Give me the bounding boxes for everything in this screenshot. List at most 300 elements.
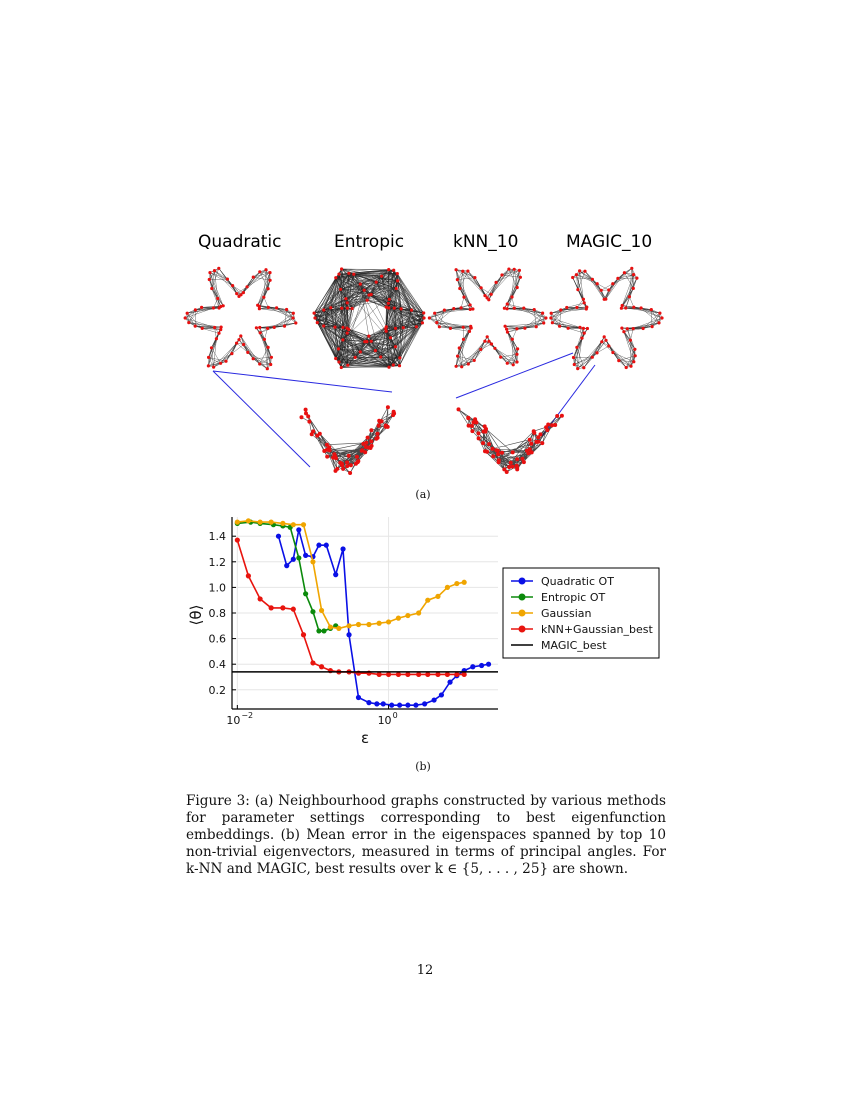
graph-node xyxy=(208,271,211,274)
graph-node xyxy=(263,338,266,341)
data-point-gaussian xyxy=(454,581,459,586)
graph-node xyxy=(473,359,476,362)
data-point-gaussian xyxy=(435,594,440,599)
graph-node xyxy=(443,309,446,312)
data-point-entropic-ot xyxy=(316,628,321,633)
graph-knn xyxy=(428,268,548,369)
graph-node xyxy=(504,325,507,328)
graph-node xyxy=(213,269,216,272)
graph-node xyxy=(607,288,610,291)
data-point-quadratic-ot xyxy=(422,701,427,706)
graph-node xyxy=(495,281,498,284)
graph-node xyxy=(630,267,633,270)
graph-node xyxy=(210,346,213,349)
zoom-inset-left xyxy=(300,405,397,475)
inset-node xyxy=(545,428,549,432)
data-point-gaussian xyxy=(258,520,263,525)
graph-node xyxy=(212,306,215,309)
graph-node xyxy=(235,342,238,345)
data-point-knn-gaussian-best xyxy=(280,605,285,610)
inset-node xyxy=(560,414,564,418)
data-point-gaussian xyxy=(396,616,401,621)
data-point-knn-gaussian-best xyxy=(301,632,306,637)
graph-node xyxy=(620,307,623,310)
graph-node xyxy=(344,297,347,300)
graph-node xyxy=(621,304,624,307)
graph-node xyxy=(507,268,510,271)
graph-node xyxy=(394,345,397,348)
inset-node xyxy=(361,442,365,446)
legend-label: Quadratic OT xyxy=(541,575,614,588)
inset-node xyxy=(500,451,504,455)
inset-node xyxy=(511,465,515,469)
subfigure-label-a: (a) xyxy=(415,488,431,501)
graph-node xyxy=(604,339,607,342)
graph-node xyxy=(421,321,424,324)
graph-node xyxy=(220,326,223,329)
graph-node xyxy=(620,327,623,330)
data-point-gaussian xyxy=(356,622,361,627)
graph-node xyxy=(522,307,525,310)
series-quadratic-ot xyxy=(276,527,491,708)
inset-node xyxy=(325,455,329,459)
graph-node xyxy=(184,316,187,319)
graph-node xyxy=(208,278,211,281)
graph-node xyxy=(458,287,461,290)
graph-node xyxy=(583,332,586,335)
graph-node xyxy=(460,306,463,309)
legend-label: kNN+Gaussian_best xyxy=(541,623,653,636)
series-gaussian xyxy=(235,518,467,631)
graph-node xyxy=(346,301,349,304)
inset-node xyxy=(540,441,544,445)
graph-node xyxy=(582,366,585,369)
graph-node xyxy=(216,297,219,300)
graph-node xyxy=(322,308,325,311)
inset-node xyxy=(528,438,532,442)
graph-node xyxy=(385,330,388,333)
graph-node xyxy=(259,331,262,334)
data-point-quadratic-ot xyxy=(291,557,296,562)
inset-node xyxy=(360,449,364,453)
graph-node xyxy=(603,335,606,338)
data-point-quadratic-ot xyxy=(447,680,452,685)
data-point-gaussian xyxy=(462,580,467,585)
zoom-connector-left-1 xyxy=(213,371,310,467)
graph-node xyxy=(578,269,581,272)
graph-node xyxy=(258,326,261,329)
graph-node xyxy=(219,362,222,365)
graph-node xyxy=(600,340,603,343)
y-tick-label: 0.6 xyxy=(208,632,226,646)
graph-node xyxy=(400,307,403,310)
graph-node xyxy=(392,269,395,272)
data-point-gaussian xyxy=(328,624,333,629)
graph-node xyxy=(512,363,515,366)
data-point-knn-gaussian-best xyxy=(310,660,315,665)
graph-node xyxy=(294,321,297,324)
y-tick-label: 1.0 xyxy=(208,581,226,595)
graph-node xyxy=(351,307,354,310)
graph-node xyxy=(252,357,255,360)
data-point-quadratic-ot xyxy=(316,543,321,548)
graph-node xyxy=(366,299,369,302)
inset-node xyxy=(546,423,550,427)
data-point-quadratic-ot xyxy=(389,703,394,708)
inset-node xyxy=(515,466,519,470)
data-point-quadratic-ot xyxy=(470,664,475,669)
data-point-gaussian xyxy=(386,619,391,624)
graph-node xyxy=(487,340,490,343)
graph-node xyxy=(490,342,493,345)
graph-node xyxy=(632,287,635,290)
inset-node xyxy=(311,429,315,433)
graph-node xyxy=(258,362,261,365)
graph-node xyxy=(617,359,620,362)
inset-node xyxy=(356,459,360,463)
graph-node xyxy=(506,331,509,334)
graph-node xyxy=(268,271,271,274)
graph-node xyxy=(387,306,390,309)
graph-node xyxy=(510,295,513,298)
inset-node xyxy=(392,412,396,416)
inset-node xyxy=(377,424,381,428)
graph-node xyxy=(625,366,628,369)
inset-node xyxy=(477,436,481,440)
inset-node xyxy=(497,458,501,462)
data-point-quadratic-ot xyxy=(431,697,436,702)
graph-node xyxy=(586,327,589,330)
graph-node xyxy=(632,306,635,309)
graph-node xyxy=(462,326,465,329)
data-point-gaussian xyxy=(319,608,324,613)
graph-node xyxy=(393,307,396,310)
inset-node xyxy=(481,441,485,445)
inset-node xyxy=(369,439,373,443)
figure-caption: Figure 3: (a) Neighbourhood graphs constructed by various methods for parameter settings corresponding to best eigenfunction embeddings. (b) Mean error in the eigenspaces spanned by top 10 non-trivial eigenvectors, measured in terms of principal angles. For k-NN and MAGIC, best results over k ∈ {5, . . . , 25} are shown. xyxy=(186,793,666,877)
graph-node xyxy=(632,273,635,276)
data-point-quadratic-ot xyxy=(303,553,308,558)
graph-quadratic xyxy=(184,267,298,371)
graph-node xyxy=(503,307,506,310)
series-line-gaussian xyxy=(237,521,464,629)
inset-node xyxy=(487,442,491,446)
graph-node xyxy=(415,325,418,328)
graph-node xyxy=(582,298,585,301)
graph-node xyxy=(387,366,390,369)
graph-node xyxy=(479,348,482,351)
graph-node xyxy=(632,327,635,330)
graph-node xyxy=(363,289,366,292)
graph-node xyxy=(402,326,405,329)
axes xyxy=(209,517,499,727)
graph-node xyxy=(580,337,583,340)
graph-node xyxy=(316,321,319,324)
inset-node xyxy=(325,448,329,452)
data-point-entropic-ot xyxy=(303,591,308,596)
graph-node xyxy=(379,355,382,358)
graph-node xyxy=(346,307,349,310)
graph-node xyxy=(322,324,325,327)
graph-edges xyxy=(429,269,546,367)
graph-node xyxy=(513,268,516,271)
inset-node xyxy=(345,464,349,468)
graph-node xyxy=(629,339,632,342)
data-point-gaussian xyxy=(336,626,341,631)
graph-node xyxy=(291,316,294,319)
graph-node xyxy=(467,362,470,365)
graph-node xyxy=(359,283,362,286)
graph-edges xyxy=(314,269,424,368)
graph-node xyxy=(506,362,509,365)
graph-node xyxy=(341,338,344,341)
graph-node xyxy=(375,281,378,284)
legend-label: Gaussian xyxy=(541,607,592,620)
graph-node xyxy=(346,332,349,335)
graph-node xyxy=(575,306,578,309)
y-tick-label: 0.8 xyxy=(208,607,226,620)
graph-node xyxy=(341,326,344,329)
inset-node xyxy=(341,467,345,471)
graph-node xyxy=(337,360,340,363)
graph-node xyxy=(460,365,463,368)
graph-node xyxy=(242,291,245,294)
graph-node xyxy=(388,298,391,301)
data-point-gaussian xyxy=(416,610,421,615)
y-axis-label: ⟨θ⟩ xyxy=(187,604,205,626)
graph-node xyxy=(337,347,340,350)
graph-node xyxy=(398,356,401,359)
graph-node xyxy=(352,273,355,276)
graph-node xyxy=(246,285,249,288)
graph-node xyxy=(499,356,502,359)
graph-node xyxy=(452,307,455,310)
graph-node xyxy=(571,276,574,279)
inset-node xyxy=(466,416,470,420)
graph-node xyxy=(339,288,342,291)
graph-node xyxy=(487,298,490,301)
graph-node xyxy=(333,326,336,329)
graph-node xyxy=(217,332,220,335)
data-point-gaussian xyxy=(246,518,251,523)
page-number: 12 xyxy=(416,963,434,978)
graph-node xyxy=(651,325,654,328)
graph-node xyxy=(267,287,270,290)
data-point-quadratic-ot xyxy=(276,534,281,539)
legend-marker xyxy=(519,578,526,585)
data-point-gaussian xyxy=(405,613,410,618)
graph-node xyxy=(449,327,452,330)
data-point-quadratic-ot xyxy=(366,700,371,705)
inset-node xyxy=(318,432,322,436)
graph-edges xyxy=(185,268,296,368)
data-point-gaussian xyxy=(366,622,371,627)
graph-node xyxy=(345,327,348,330)
data-point-gaussian xyxy=(425,598,430,603)
graph-node xyxy=(387,302,390,305)
data-point-gaussian xyxy=(291,522,296,527)
inset-node xyxy=(473,419,477,423)
graph-node xyxy=(194,308,197,311)
series-knn-gaussian-best xyxy=(235,537,467,677)
panel-title-entropic: Entropic xyxy=(334,232,405,252)
inset-node xyxy=(555,414,559,418)
inset-node xyxy=(511,450,515,454)
data-point-gaussian xyxy=(280,521,285,526)
graph-node xyxy=(224,360,227,363)
graph-node xyxy=(258,307,261,310)
graph-node xyxy=(435,321,438,324)
graph-node xyxy=(541,312,544,315)
inset-node xyxy=(355,455,359,459)
graph-node xyxy=(210,287,213,290)
graph-node xyxy=(455,365,458,368)
legend-label: Entropic OT xyxy=(541,591,606,604)
graph-node xyxy=(515,353,518,356)
data-point-quadratic-ot xyxy=(284,563,289,568)
inset-node xyxy=(532,429,536,433)
graph-node xyxy=(591,356,594,359)
data-point-quadratic-ot xyxy=(324,543,329,548)
inset-node xyxy=(370,444,374,448)
graph-node xyxy=(186,312,189,315)
data-point-gaussian xyxy=(235,520,240,525)
graph-node xyxy=(611,282,614,285)
y-tick-label: 0.2 xyxy=(208,683,226,697)
graph-node xyxy=(576,288,579,291)
graph-node xyxy=(516,347,519,350)
graph-node xyxy=(200,306,203,309)
graph-node xyxy=(578,326,581,329)
data-point-knn-gaussian-best xyxy=(291,607,296,612)
inset-node xyxy=(369,428,373,432)
graph-node xyxy=(633,348,636,351)
x-tick-exponent: −2 xyxy=(241,711,254,720)
inset-node xyxy=(334,469,338,473)
graph-node xyxy=(215,337,218,340)
graph-node xyxy=(634,354,637,357)
graph-node xyxy=(626,327,629,330)
graph-node xyxy=(516,286,519,289)
graph-node xyxy=(607,344,610,347)
graph-node xyxy=(230,352,233,355)
graph-node xyxy=(583,270,586,273)
graph-node xyxy=(187,321,190,324)
graph-node xyxy=(392,363,395,366)
data-point-knn-gaussian-best xyxy=(319,664,324,669)
graph-node xyxy=(370,340,373,343)
graph-node xyxy=(506,307,509,310)
graph-node xyxy=(266,367,269,370)
graph-node xyxy=(266,327,269,330)
graph-node xyxy=(660,316,663,319)
graph-node xyxy=(623,271,626,274)
graph-node xyxy=(334,276,337,279)
graph-node xyxy=(396,272,399,275)
graph-node xyxy=(207,364,210,367)
graph-node xyxy=(340,366,343,369)
graph-node xyxy=(255,326,258,329)
data-point-quadratic-ot xyxy=(340,546,345,551)
inset-node xyxy=(470,429,474,433)
graph-node xyxy=(596,282,599,285)
graph-node xyxy=(575,346,578,349)
x-tick-label: 10 xyxy=(226,714,241,727)
graph-node xyxy=(337,273,340,276)
y-tick-label: 1.2 xyxy=(208,555,226,569)
graph-node xyxy=(456,278,459,281)
graph-node xyxy=(264,268,267,271)
graph-node xyxy=(493,347,496,350)
graph-node xyxy=(549,316,552,319)
graph-node xyxy=(285,308,288,311)
inset-node xyxy=(377,419,381,423)
graph-node xyxy=(635,277,638,280)
graph-node xyxy=(367,335,370,338)
inset-node xyxy=(467,424,471,428)
graph-node xyxy=(642,327,645,330)
graph-node xyxy=(410,309,413,312)
data-point-entropic-ot xyxy=(321,628,326,633)
neighbourhood-graphs-figure xyxy=(180,255,680,485)
graph-node xyxy=(585,306,588,309)
graph-node xyxy=(565,306,568,309)
graph-node xyxy=(387,268,390,271)
graph-node xyxy=(212,366,215,369)
graph-node xyxy=(650,308,653,311)
data-point-gaussian xyxy=(310,559,315,564)
x-tick-exponent: 0 xyxy=(392,711,398,720)
panel-title-quadratic: Quadratic xyxy=(198,232,282,252)
data-point-gaussian xyxy=(377,621,382,626)
graph-node xyxy=(523,327,526,330)
graph-node xyxy=(461,270,464,273)
inset-node xyxy=(491,454,495,458)
graph-node xyxy=(222,304,225,307)
inset-node xyxy=(482,430,486,434)
inset-node xyxy=(457,407,461,411)
inset-node xyxy=(325,443,329,447)
graph-node xyxy=(611,351,614,354)
inset-node xyxy=(490,447,494,451)
graph-node xyxy=(576,367,579,370)
graph-node xyxy=(237,338,240,341)
graph-node xyxy=(231,284,234,287)
graph-node xyxy=(458,346,461,349)
x-tick-label: 10 xyxy=(377,714,392,727)
inset-node xyxy=(470,424,474,428)
graph-node xyxy=(513,307,516,310)
inset-node xyxy=(304,408,308,412)
graph-node xyxy=(380,275,383,278)
graph-node xyxy=(246,351,249,354)
inset-node xyxy=(345,460,349,464)
data-point-knn-gaussian-best xyxy=(269,605,274,610)
panel-title-magic: MAGIC_10 xyxy=(566,232,653,252)
data-point-knn-gaussian-best xyxy=(235,537,240,542)
graph-node xyxy=(471,307,474,310)
grid-lines xyxy=(232,517,498,709)
inset-node xyxy=(502,467,506,471)
graph-node xyxy=(632,360,635,363)
graph-node xyxy=(657,321,660,324)
graph-entropic xyxy=(313,267,426,369)
data-point-quadratic-ot xyxy=(397,703,402,708)
graph-node xyxy=(207,356,210,359)
graph-node xyxy=(469,308,472,311)
zoom-connector-left-2 xyxy=(213,371,392,392)
graph-node xyxy=(490,293,493,296)
